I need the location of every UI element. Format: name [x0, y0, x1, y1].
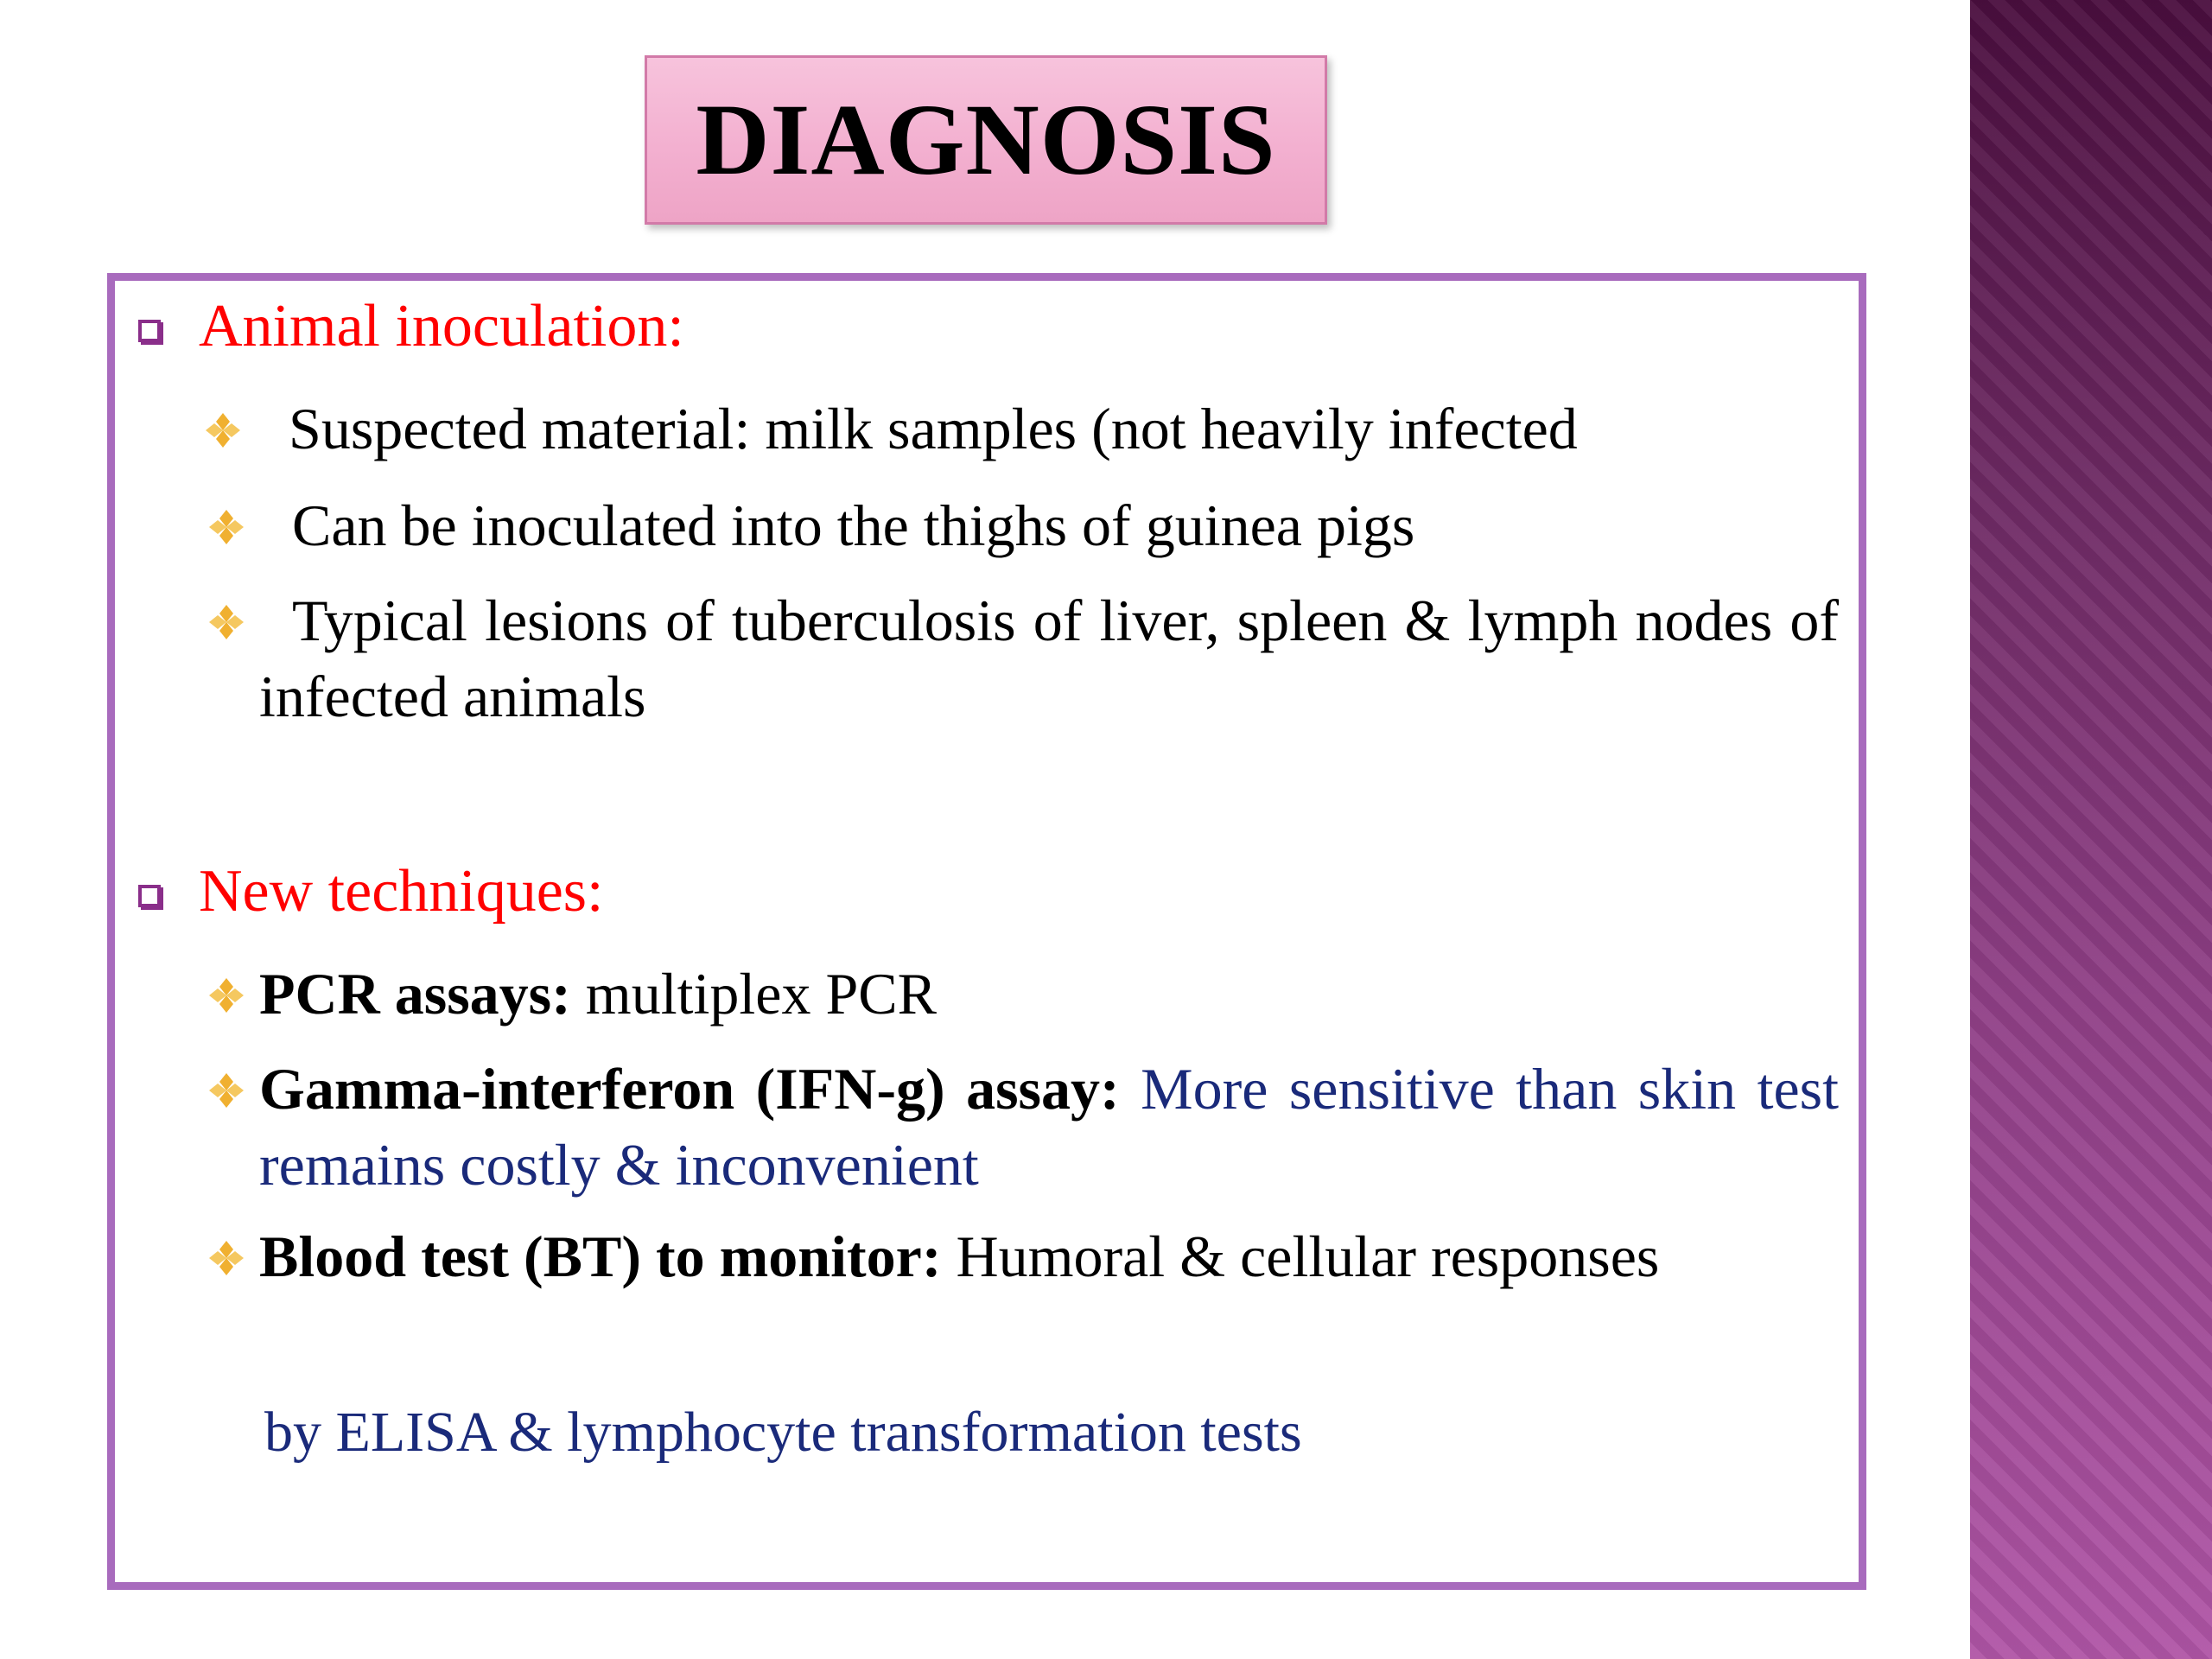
four-diamond-icon — [207, 603, 245, 641]
section-heading-animal-inoculation: Animal inoculation: — [199, 293, 684, 359]
decorative-side-band — [1970, 0, 2212, 1659]
item-text: multiplex PCR — [570, 961, 937, 1027]
title-box — [645, 55, 1327, 225]
section-heading-new-techniques: New techniques: — [199, 858, 604, 925]
four-diamond-icon — [207, 1071, 245, 1109]
item-text: More sensitive than skin test remains costly & inconvenient — [259, 1056, 1839, 1198]
list-item: Typical lesions of tuberculosis of liver, spleen & lymph nodes of infected animals — [259, 588, 1839, 729]
four-diamond-icon — [207, 976, 245, 1014]
list-item: Suspected material: milk samples (not heavily infected — [289, 396, 1578, 461]
list-item: Can be inoculated into the thighs of guinea pigs — [292, 493, 1415, 558]
four-diamond-icon — [207, 1239, 245, 1277]
slide-title: DIAGNOSIS — [696, 83, 1276, 196]
four-diamond-icon — [204, 411, 242, 449]
four-diamond-icon — [207, 508, 245, 546]
footer-line: by ELISA & lymphocyte transformation tests — [264, 1401, 1302, 1464]
item-label: Blood test (BT) to monitor: — [259, 1224, 942, 1289]
list-item-gamma-interferon — [259, 1051, 1839, 1203]
content-frame — [107, 273, 1866, 1590]
item-label: PCR assays: — [259, 961, 571, 1027]
item-label: Gamma-interferon (IFN-g) assay: — [259, 1056, 1120, 1122]
list-item-blood-test — [259, 1218, 1839, 1294]
item-text: Humoral & cellular responses — [941, 1224, 1660, 1289]
square-outline-icon — [138, 320, 161, 342]
square-outline-icon — [138, 885, 161, 907]
list-item-pcr-assays — [259, 956, 1839, 1032]
